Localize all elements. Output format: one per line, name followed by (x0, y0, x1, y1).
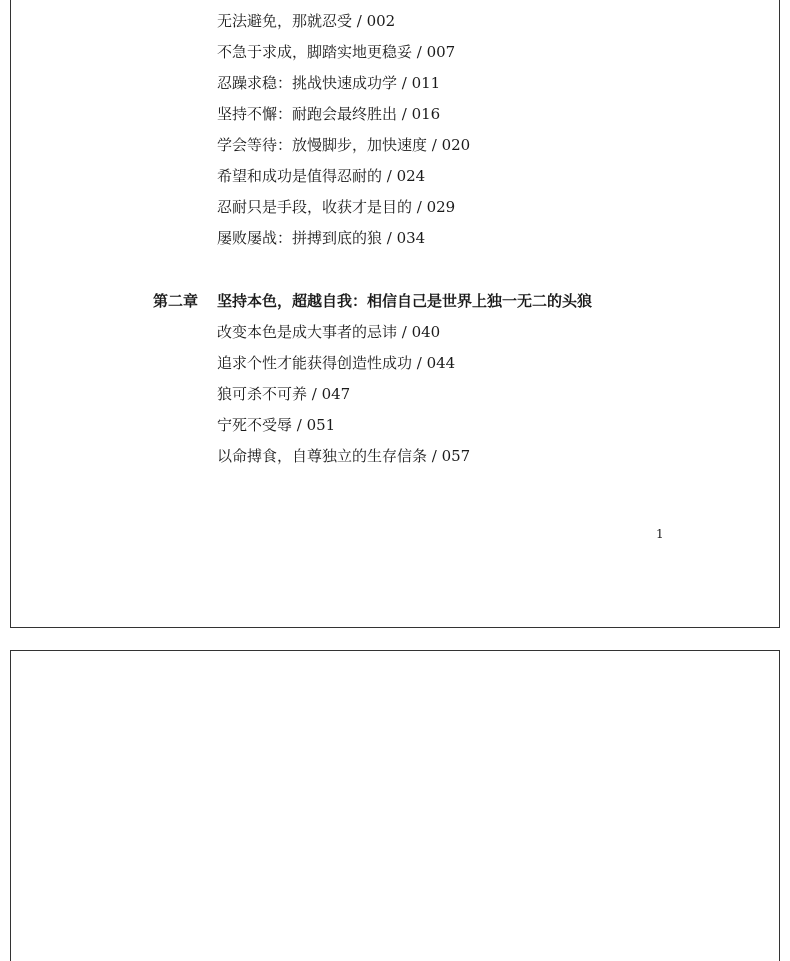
chapter-title: 坚持本色，超越自我：相信自己是世界上独一无二的头狼 (217, 292, 593, 310)
toc-page (10, 0, 780, 628)
toc-entry: 忍耐只是手段，收获才是目的 / 029 (217, 198, 456, 216)
toc-entry: 希望和成功是值得忍耐的 / 024 (217, 167, 426, 185)
toc-entry: 无法避免，那就忍受 / 002 (217, 12, 396, 30)
toc-entry: 以命搏食，自尊独立的生存信条 / 057 (217, 447, 471, 465)
toc-entry: 狼可杀不可养 / 047 (217, 385, 351, 403)
toc-entry: 追求个性才能获得创造性成功 / 044 (217, 354, 456, 372)
toc-entry: 改变本色是成大事者的忌讳 / 040 (217, 323, 441, 341)
toc-entry: 学会等待：放慢脚步，加快速度 / 020 (217, 136, 471, 154)
toc-entry: 屡败屡战：拼搏到底的狼 / 034 (217, 229, 426, 247)
chapter-label: 第二章 (153, 292, 199, 310)
page-number: 1 (656, 527, 664, 541)
toc-entry: 坚持不懈：耐跑会最终胜出 / 016 (217, 105, 441, 123)
toc-entry: 宁死不受辱 / 051 (217, 416, 336, 434)
blank-page (10, 650, 780, 961)
toc-entry: 忍躁求稳：挑战快速成功学 / 011 (217, 74, 441, 92)
chapter-heading (153, 291, 592, 311)
toc-entry: 不急于求成，脚踏实地更稳妥 / 007 (217, 43, 456, 61)
